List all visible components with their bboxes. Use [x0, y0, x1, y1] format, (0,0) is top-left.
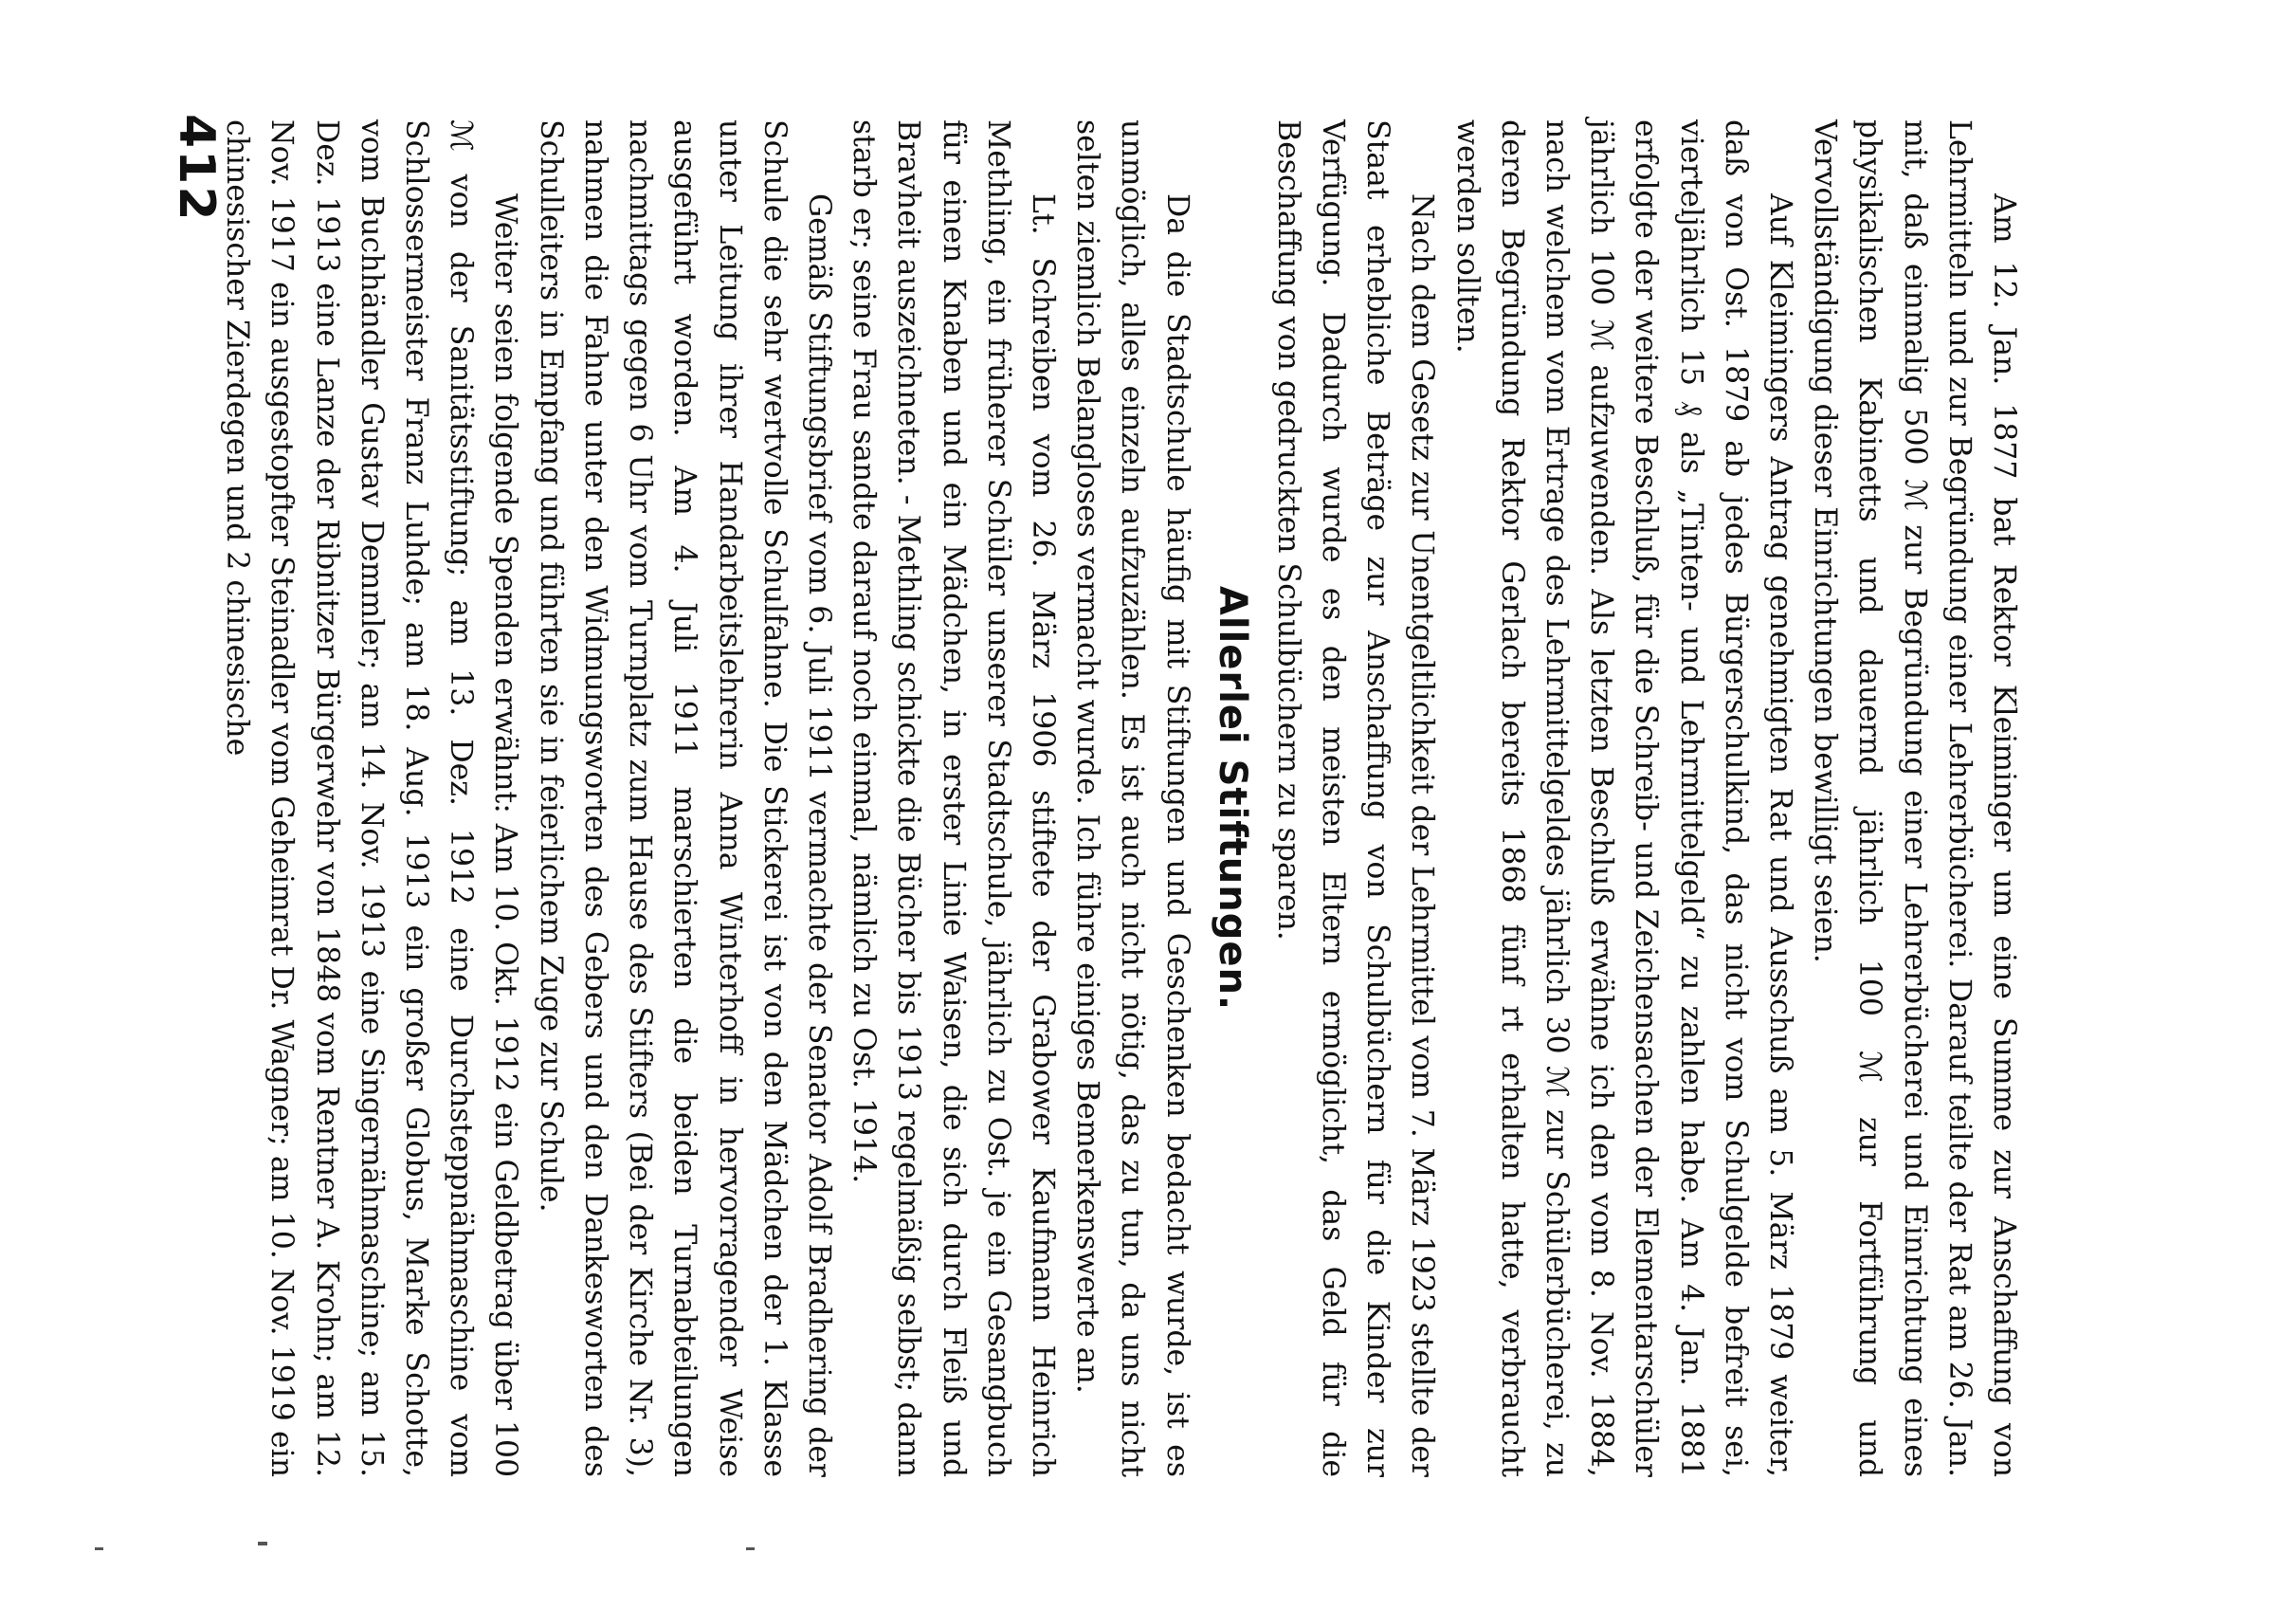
paragraph-lehrmittelgeld: Auf Kleimingers Antrag genehmigten Rat und Ausschuß am 5. März 1879 weiter, daß von Ost. 1879 ab jedes Bürgerschulkind, das nicht vom Schulgelde befreit sei, vierteljährlich 15 ₰ als „Tinten- und Lehrmittelgeld“ zu zahlen habe. Am 4. Jan. 1881 erfolgte der weitere Beschluß, für die Schreib- und Zeichensachen der Elementarschüler jährlich 100 ℳ aufzuwenden. Als letzten Beschluß erwähne ich den vom 8. Nov. 1884, nach welchem vom Ertrage des Lehrmittelgeldes jährlich 30 ℳ zur Schülerbücherei, zu deren Begründung Rektor Gerlach bereits 1868 fünf rt erhalten hatte, verbraucht werden sollten.	[1449, 119, 1797, 1477]
paragraph-lehrerbuecherei: Am 12. Jan. 1877 bat Rektor Kleiminger um eine Summe zur Anschaffung von Lehrmitteln und zur Begründung einer Lehrerbücherei. Darauf teilte der Rat am 26. Jan. mit, daß einmalig 500 ℳ zur Begründung einer Lehrerbücherei und Einrichtung eines physikalischen Kabinetts und dauernd jährlich 100 ℳ zur Fortführung und Vervollständigung dieser Einrichtungen bewilligt seien.	[1808, 119, 2021, 1477]
scan-speck	[258, 1542, 267, 1545]
paragraph-unentgeltlichkeit: Nach dem Gesetz zur Unentgeltlichkeit der Lehrmittel vom 7. März 1923 stellte der Staat erhebliche Beträge zur Anschaffung von Schulbüchern für die Kinder zur Verfügung. Dadurch wurde es den meisten Eltern ermöglicht, das Geld für die Beschaffung von gedruckten Schulbüchern zu sparen.	[1270, 119, 1440, 1477]
paragraph-schulfahne: Gemäß Stiftungsbrief vom 6. Juli 1911 vermachte der Senator Adolf Bradhering der Schule die sehr wertvolle Schulfahne. Die Stickerei ist von den Mädchen der 1. Klasse unter Leitung ihrer Handarbeitslehrerin Anna Winterhoff in hervorragender Weise ausgeführt worden. Am 4. Juli 1911 marschierten die beiden Turnabteilungen nachmittags gegen 6 Uhr vom Turnplatz zum Hause des Stifters (Bei der Kirche Nr. 3), nahmen die Fahne unter den Widmungsworten des Gebers und den Dankesworten des Schulleiters in Empfang und führten sie in feierlichem Zuge zur Schule.	[533, 119, 836, 1477]
body-text	[214, 119, 2026, 1477]
paragraph-spenden: Weiter seien folgende Spenden erwähnt: Am 10. Okt. 1912 ein Geldbetrag über 100 ℳ von der Sanitätsstiftung; am 13. Dez. 1912 eine Durchsteppnähmaschine vom Schlossermeister Franz Luhde; am 18. Aug. 1913 ein großer Globus, Marke Schotte, vom Buchhändler Gustav Demmler; am 14. Nov. 1913 eine Singernähmaschine; am 15. Dez. 1913 eine Lanze der Ribnitzer Bürgerwehr von 1848 vom Rentner A. Krohn; am 12. Nov. 1917 ein ausgestopfter Steinadler vom Geheimrat Dr. Wagner; am 10. Nov. 1919 ein chinesischer Zierdegen und 2 chinesische	[220, 119, 523, 1477]
paragraph-stiftungen-intro: Da die Stadtschule häufig mit Stiftungen und Geschenken bedacht wurde, ist es unmöglich, alles einzeln aufzuzählen. Es ist auch nicht nötig, das zu tun, da uns nicht selten ziemlich Belangloses vermacht wurde. Ich führe einiges Bemerkenswerte an.	[1070, 119, 1194, 1477]
scan-speck	[746, 1547, 755, 1550]
page-number: 412	[168, 114, 225, 223]
paragraph-methling: Lt. Schreiben vom 26. März 1906 stiftete der Grabower Kaufmann Heinrich Methling, ein früherer Schüler unserer Stadtschule, jährlich zu Ost. je ein Gesangbuch für einen Knaben und ein Mädchen, in erster Linie Waisen, die sich durch Fleiß und Bravheit auszeichneten. - Methling schickte die Bücher bis 1913 regelmäßig selbst; dann starb er; seine Frau sandte darauf noch einmal, nämlich zu Ost. 1914.	[847, 119, 1060, 1477]
section-heading: Allerlei Stiftungen.	[1210, 585, 1254, 1012]
scan-speck	[95, 1547, 103, 1550]
